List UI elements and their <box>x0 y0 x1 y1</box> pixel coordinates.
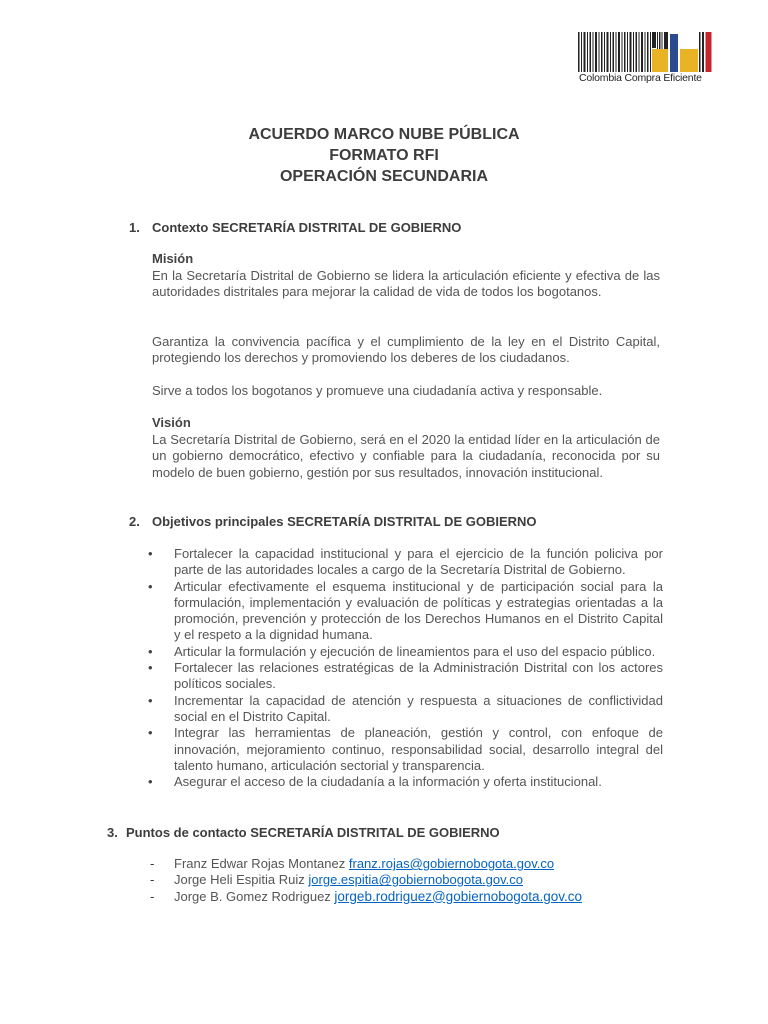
bullet-icon: • <box>148 578 153 594</box>
objective-text: Fortalecer la capacidad institucional y para el ejercicio de la función policiva por parte de las autoridades locales a cargo de la Secretaría Distrital de Gobierno. <box>174 546 663 578</box>
section-1-title: Contexto SECRETARÍA DISTRITAL DE GOBIERNO <box>152 220 462 235</box>
contact-email-link[interactable]: jorge.espitia@gobiernobogota.gov.co <box>308 872 524 888</box>
objective-text: Fortalecer las relaciones estratégicas de la Administración Distrital con los actores políticos sociales. <box>174 660 663 692</box>
mision-label: Misión <box>152 251 194 266</box>
bullet-icon: • <box>148 725 153 741</box>
mision-paragraph-1: En la Secretaría Distrital de Gobierno se lidera la articulación eficiente y efectiva de las autoridades distritales para mejorar la calidad de vida de todos los bogotanos. <box>152 268 660 300</box>
mision-paragraph-2: Garantiza la convivencia pacífica y el cumplimiento de la ley en el Distrito Capital, protegiendo los derechos y promoviendo los deberes de los ciudadanos. <box>152 334 660 366</box>
contact-item <box>148 889 582 905</box>
bullet-icon: • <box>148 546 153 561</box>
dash-icon: - <box>150 888 155 904</box>
mision-paragraph-3: Sirve a todos los bogotanos y promueve una ciudadanía activa y responsable. <box>152 383 603 398</box>
contact-email-link[interactable]: franz.rojas@gobiernobogota.gov.co <box>348 856 555 871</box>
section-3-number: 3. <box>107 825 118 840</box>
document-title-line-2: FORMATO RFI <box>329 147 439 164</box>
bullet-icon: • <box>148 643 153 659</box>
colombia-compra-eficiente-logo <box>578 30 718 90</box>
bullet-icon: • <box>148 692 153 708</box>
section-1-heading <box>129 220 461 235</box>
objective-item <box>148 546 663 579</box>
objective-text: Articular la formulación y ejecución de lineamientos para el uso del espacio público. <box>174 643 656 659</box>
dash-icon: - <box>150 872 155 888</box>
vision-label: Visión <box>152 415 191 430</box>
bullet-icon: • <box>148 660 153 676</box>
objective-text: Articular efectivamente el esquema institucional y de participación social para la formulación, implementación y evaluación de políticas y estrategias orientadas a la promoción, prevención y protección de los Derechos Humanos en el Distrito Capital y el respeto a la dignidad humana. <box>174 578 663 643</box>
objective-text: Integrar las herramientas de planeación, gestión y control, con enfoque de innovación, mejoramiento continuo, responsabilidad social, desarrollo integral del talento humano, articulación sectorial y transparencia. <box>174 725 663 773</box>
document-title-line-1: ACUERDO MARCO NUBE PÚBLICA <box>248 126 520 143</box>
section-3-heading <box>107 825 500 840</box>
contact-name: Franz Edwar Rojas Montanez <box>174 856 346 871</box>
objective-item <box>148 725 663 774</box>
objective-text: Incrementar la capacidad de atención y respuesta a situaciones de conflictividad social en el Distrito Capital. <box>174 692 663 724</box>
contact-email-link[interactable]: jorgeb.rodriguez@gobiernobogota.gov.co <box>334 888 583 904</box>
contact-item <box>148 872 582 888</box>
contact-name: Jorge Heli Espitia Ruiz <box>174 872 305 888</box>
objective-item <box>148 774 663 790</box>
objective-item <box>148 660 663 693</box>
contact-item <box>148 856 582 872</box>
contact-name: Jorge B. Gomez Rodriguez <box>174 888 331 904</box>
contacts-list <box>148 856 582 905</box>
barcode-logo-icon <box>578 32 714 72</box>
logo-text: Colombia Compra Eficiente <box>579 72 702 84</box>
section-2-number: 2. <box>129 514 140 529</box>
dash-icon: - <box>150 856 155 871</box>
objective-item <box>148 579 663 644</box>
objective-text: Asegurar el acceso de la ciudadanía a la información y oferta institucional. <box>174 774 602 790</box>
objectives-list <box>148 546 663 790</box>
bullet-icon: • <box>148 774 153 790</box>
vision-paragraph: La Secretaría Distrital de Gobierno, será en el 2020 la entidad líder en la articulación de un gobierno democrático, efectivo y confiable para la ciudadanía, reconocida por su modelo de buen gobierno, gestión por sus resultados, innovación institucional. <box>152 432 660 480</box>
section-2-title: Objetivos principales SECRETARÍA DISTRITAL DE GOBIERNO <box>152 514 537 529</box>
document-title-line-3: OPERACIÓN SECUNDARIA <box>279 168 488 185</box>
section-2-heading <box>129 514 537 529</box>
section-1-number: 1. <box>129 220 140 235</box>
objective-item <box>148 693 663 726</box>
section-3-title: Puntos de contacto SECRETARÍA DISTRITAL DE GOBIERNO <box>126 825 500 840</box>
objective-item <box>148 644 663 660</box>
